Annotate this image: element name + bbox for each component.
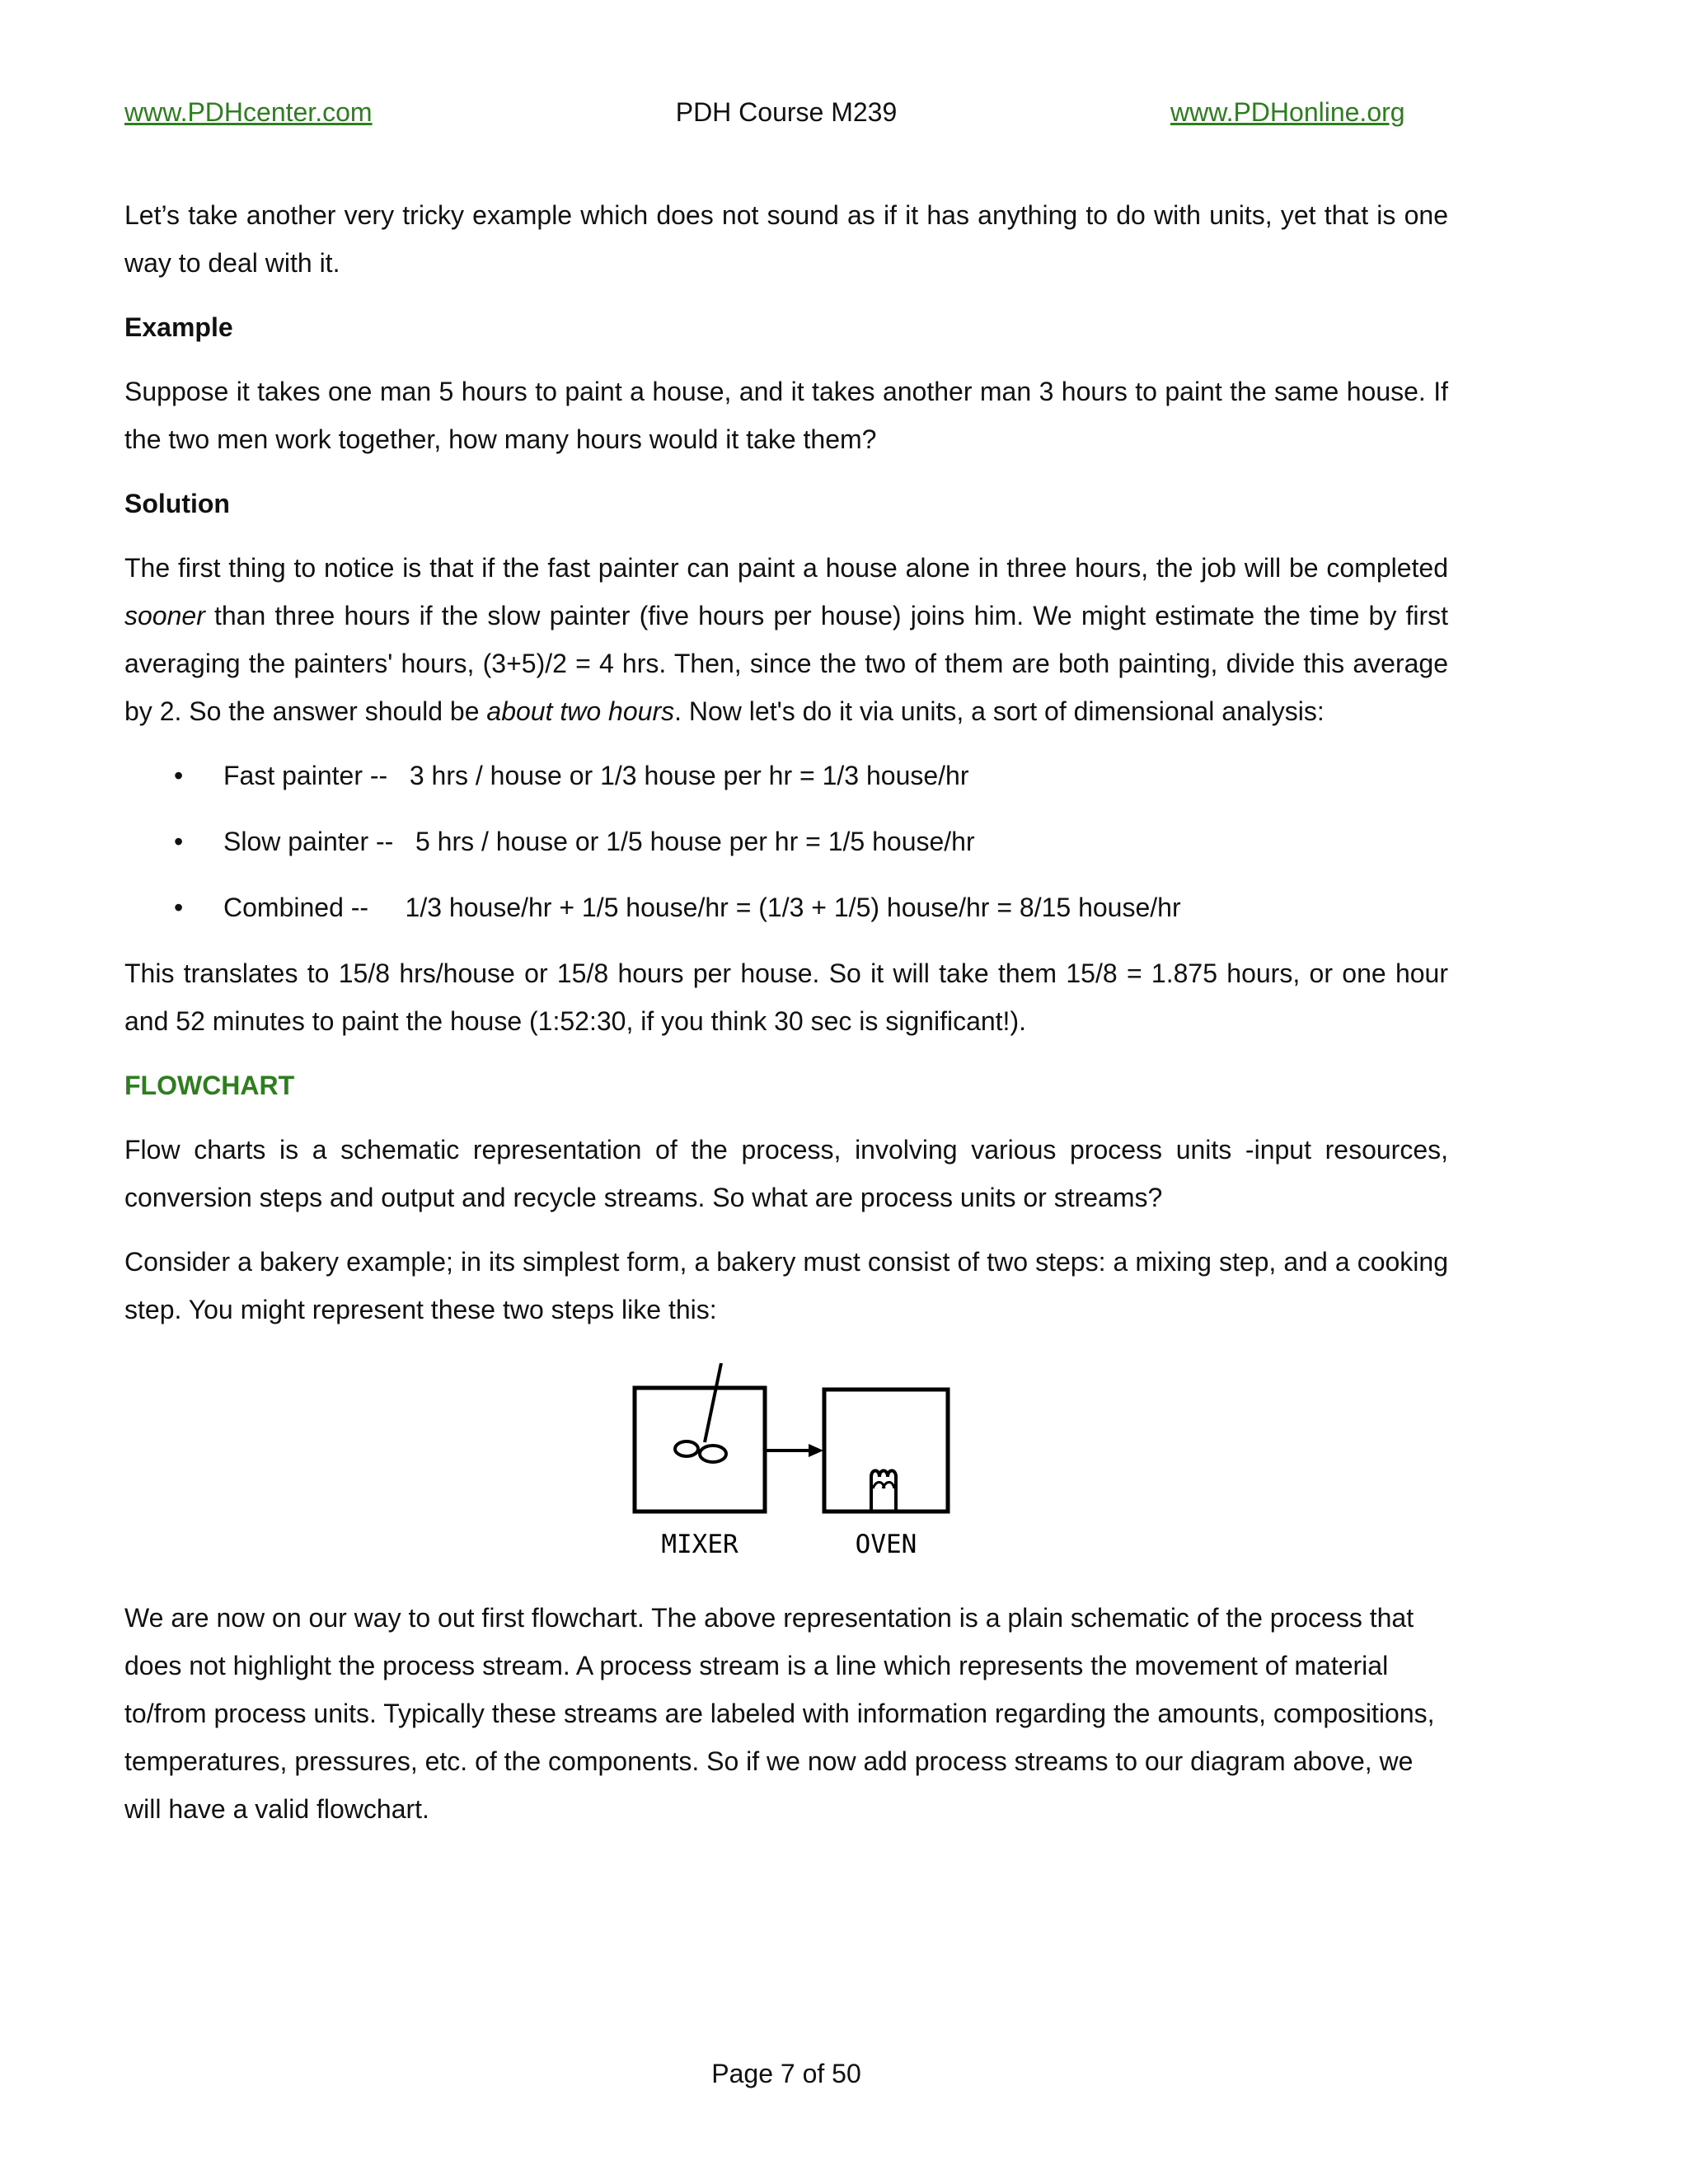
solution-text-1: The first thing to notice is that if the fast painter can paint a house alone in three hours, the job will be completed	[124, 553, 1448, 583]
mixer-paddle-shaft	[705, 1363, 721, 1442]
translation-paragraph: This translates to 15/8 hrs/house or 15/8 hours per house. So it will take them 15/8 = 1.875 hours, or one hour and 52 minutes to paint the house (1:52:30, if you think 30 sec is significant!).	[124, 958, 1448, 1036]
flowchart-heading: FLOWCHART	[124, 1071, 295, 1100]
course-title: PDH Course M239	[675, 97, 898, 127]
header-left-link[interactable]: www.PDHcenter.com	[124, 97, 373, 127]
mixer-label: MIXER	[661, 1530, 738, 1559]
intro-paragraph: Let’s take another very tricky example which does not sound as if it has anything to do with units, yet that is one way to deal with it.	[124, 200, 1448, 278]
list-item: • Slow painter -- 5 hrs / house or 1/5 house per hr = 1/5 house/hr	[124, 818, 1448, 865]
solution-text-3: . Now let's do it via units, a sort of dimensional analysis:	[674, 696, 1325, 726]
mixer-paddle-left	[675, 1441, 698, 1456]
example-paragraph: Suppose it takes one man 5 hours to paint a house, and it takes another man 3 hours to paint the same house. If the two men work together, how many hours would it take them?	[124, 377, 1448, 454]
example-heading: Example	[124, 312, 233, 342]
oven-coil-loops	[873, 1483, 894, 1489]
page-content	[124, 191, 1448, 1849]
flowchart-paragraph-1: Flow charts is a schematic representation of the process, involving various process units -input resources, conversion steps and output and recycle streams. So what are process units or streams?	[124, 1135, 1448, 1212]
solution-heading: Solution	[124, 489, 230, 518]
oven-heating-coil	[871, 1471, 896, 1512]
flowchart-paragraph-2: Consider a bakery example; in its simplest form, a bakery must consist of two steps: a mixing step, and a cooking step. You might represent these two steps like this:	[124, 1247, 1448, 1324]
solution-text-2: than three hours if the slow painter (five hours per house) joins him. We might estimate the time by first averaging the painters' hours, (3+5)/2 = 4 hrs. Then, since the two of them are both painting, divide this average by 2. So the answer should be	[124, 601, 1448, 726]
solution-emphasis-estimate: about two hours	[486, 696, 675, 726]
closing-paragraph: We are now on our way to out first flowchart. The above representation is a plain schematic of the process that does not highlight the process stream. A process stream is a line which represents the movement of material to/from process units. Typically these streams are labeled with information regarding the amounts, compositions, temperatures, pressures, etc. of the components. So if we now add process streams to our diagram above, we will have a valid flowchart.	[124, 1603, 1435, 1824]
painter-list	[124, 752, 1448, 931]
flow-arrow-head	[809, 1444, 823, 1457]
solution-paragraph	[124, 544, 1448, 735]
oven-box	[824, 1390, 948, 1511]
solution-emphasis-sooner: sooner	[124, 601, 205, 630]
page-number: Page 7 of 50	[711, 2059, 861, 2088]
list-item: • Combined -- 1/3 house/hr + 1/5 house/hr = (1/3 + 1/5) house/hr = 8/15 house/hr	[124, 883, 1448, 931]
mixer-paddle-right	[700, 1446, 726, 1462]
header-right-link[interactable]: www.PDHonline.org	[1170, 97, 1405, 127]
oven-label: OVEN	[855, 1530, 917, 1559]
list-item: • Fast painter -- 3 hrs / house or 1/3 house per hr = 1/3 house/hr	[124, 752, 1448, 799]
bakery-diagram	[632, 1363, 962, 1561]
